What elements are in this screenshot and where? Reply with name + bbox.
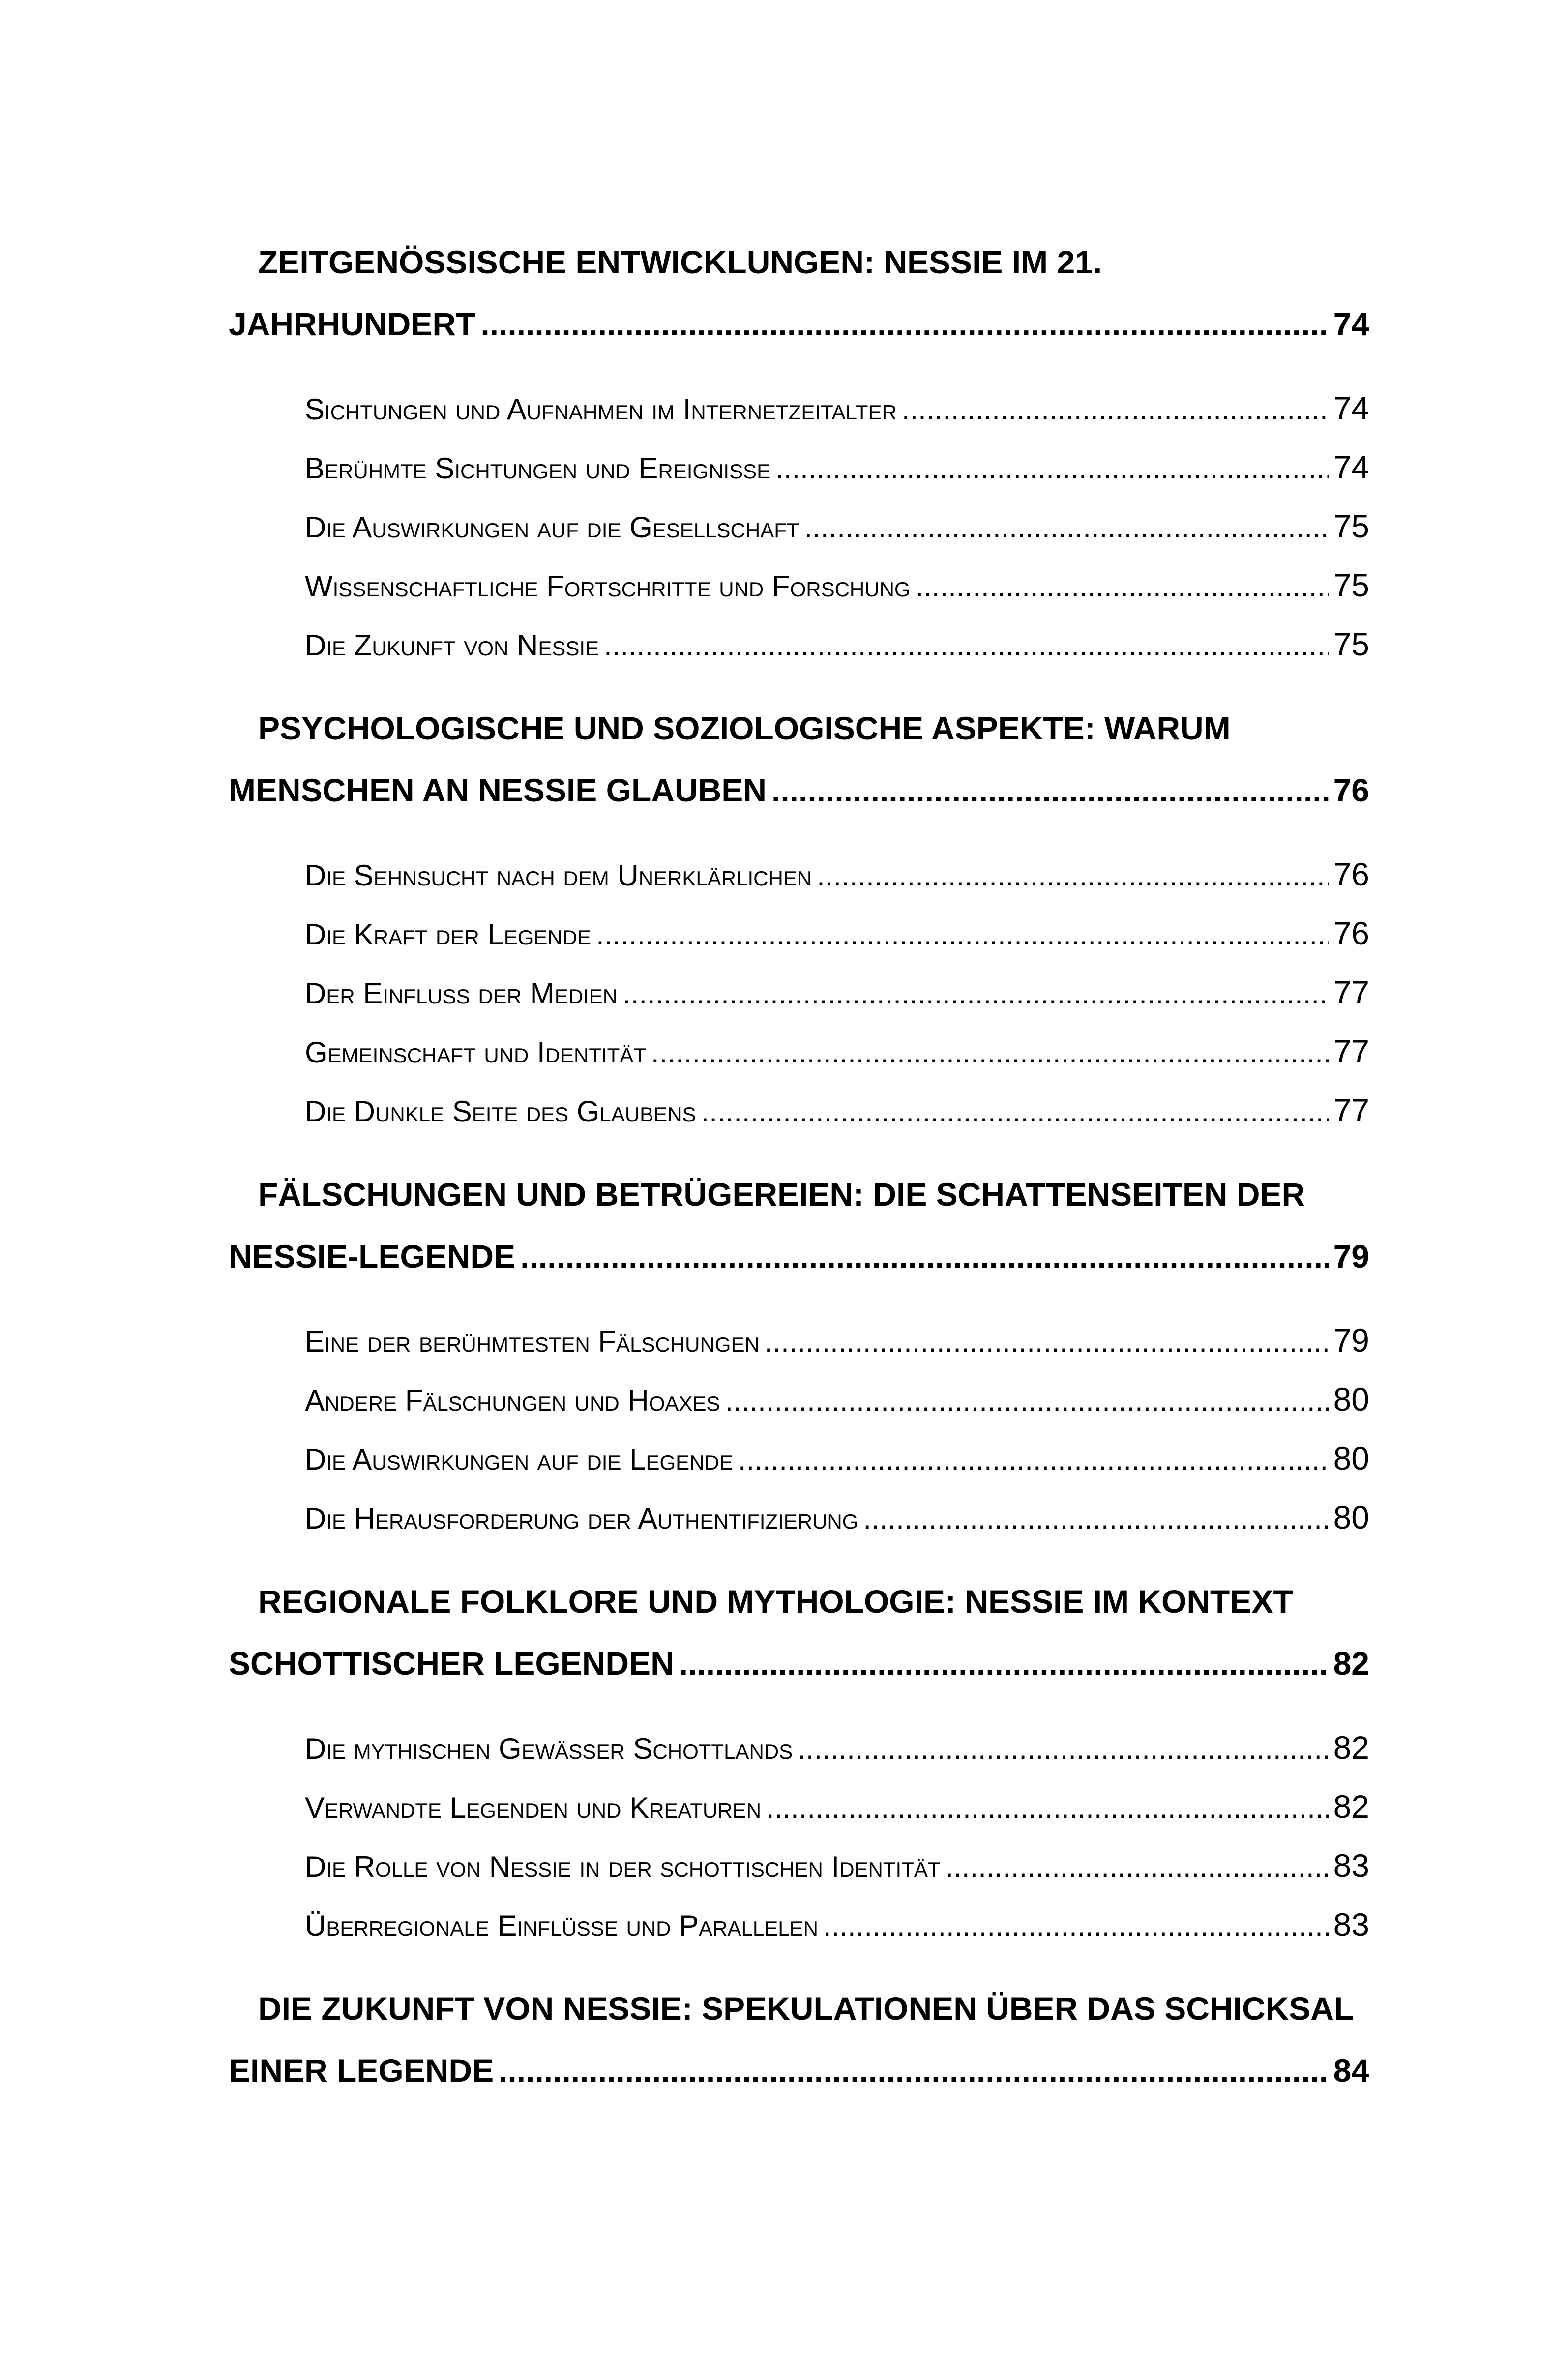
section-title: Die Zukunft von Nessie (305, 629, 599, 662)
toc-chapter[interactable] (229, 1977, 1369, 2101)
toc-chapter[interactable] (229, 1570, 1369, 1694)
section-title: Die Kraft der Legende (305, 918, 592, 951)
dot-leader (679, 1632, 1329, 1694)
dot-leader (946, 1837, 1329, 1896)
section-title: Sichtungen und Aufnahmen im Internetzeitalter (305, 393, 897, 426)
toc-section[interactable] (229, 1488, 1369, 1547)
toc-section[interactable] (229, 1836, 1369, 1895)
chapter-title-line1: DIE ZUKUNFT VON NESSIE: SPEKULATIONEN ÜBER DAS SCHICKSAL (258, 1990, 1354, 2027)
chapter-page-number: 84 (1333, 2052, 1369, 2089)
dot-leader (916, 557, 1329, 616)
section-title: Der Einfluss der Medien (305, 977, 618, 1010)
toc-section[interactable] (229, 1022, 1369, 1081)
section-page-number: 80 (1333, 1440, 1369, 1476)
dot-leader (823, 1896, 1329, 1955)
toc-chapter[interactable] (229, 697, 1369, 821)
section-page-number: 74 (1333, 449, 1369, 485)
toc-section[interactable] (229, 963, 1369, 1022)
section-title: Eine der berühmtesten Fälschungen (305, 1325, 760, 1358)
section-page-number: 83 (1333, 1847, 1369, 1884)
section-title: Andere Fälschungen und Hoaxes (305, 1384, 720, 1417)
toc-chapter[interactable] (229, 1163, 1369, 1287)
dot-leader (765, 1312, 1329, 1371)
chapter-title-line1: ZEITGENÖSSISCHE ENTWICKLUNGEN: NESSIE IM 21. (258, 244, 1102, 280)
section-title: Berühmte Sichtungen und Ereignisse (305, 452, 771, 485)
toc-section[interactable] (229, 438, 1369, 497)
toc-section[interactable] (229, 1718, 1369, 1777)
toc-section[interactable] (229, 1370, 1369, 1429)
chapter-title-line1: REGIONALE FOLKLORE UND MYTHOLOGIE: NESSIE IM KONTEXT (258, 1583, 1293, 1620)
toc-section[interactable] (229, 497, 1369, 556)
dot-leader (622, 964, 1328, 1023)
section-page-number: 76 (1333, 915, 1369, 951)
toc-section[interactable] (229, 556, 1369, 615)
toc-section[interactable] (229, 1777, 1369, 1836)
dot-leader (738, 1430, 1329, 1489)
section-page-number: 75 (1333, 626, 1369, 662)
section-list (229, 1718, 1369, 1954)
chapter-title-line1: PSYCHOLOGISCHE UND SOZIOLOGISCHE ASPEKTE: WARUM (258, 710, 1231, 746)
chapter-page-number: 82 (1333, 1645, 1369, 1682)
section-title: Verwandte Legenden und Kreaturen (305, 1791, 762, 1824)
section-title: Die Auswirkungen auf die Gesellschaft (305, 511, 799, 544)
chapter-title-row (229, 1632, 1369, 1694)
chapter-title-row (229, 759, 1369, 821)
dot-leader (775, 439, 1328, 498)
dot-leader (798, 1719, 1328, 1778)
toc-section[interactable] (229, 1429, 1369, 1488)
toc-chapter[interactable] (229, 231, 1369, 355)
section-page-number: 82 (1333, 1788, 1369, 1825)
chapter-title-line2: JAHRHUNDERT (229, 306, 476, 342)
section-title: Gemeinschaft und Identität (305, 1036, 647, 1069)
section-title: Die mythischen Gewässer Schottlands (305, 1732, 793, 1765)
chapter-title-row (229, 293, 1369, 355)
toc-section[interactable] (229, 845, 1369, 904)
section-title: Die Dunkle Seite des Glaubens (305, 1095, 696, 1128)
section-title: Die Rolle von Nessie in der schottischen Identität (305, 1850, 941, 1883)
section-title: Die Auswirkungen auf die Legende (305, 1443, 733, 1476)
chapter-page-number: 79 (1333, 1238, 1369, 1274)
toc-section[interactable] (229, 1311, 1369, 1370)
section-title: Überregionale Einflüsse und Parallelen (305, 1909, 818, 1942)
dot-leader (596, 905, 1328, 964)
section-list (229, 379, 1369, 674)
dot-leader (604, 616, 1329, 675)
dot-leader (902, 380, 1329, 439)
dot-leader (701, 1082, 1329, 1141)
chapter-title-line2: SCHOTTISCHER LEGENDEN (229, 1645, 674, 1682)
section-list (229, 1311, 1369, 1547)
dot-leader (520, 1225, 1328, 1287)
toc-section[interactable] (229, 615, 1369, 674)
dot-leader (817, 846, 1328, 905)
dot-leader (725, 1371, 1328, 1430)
section-list (229, 845, 1369, 1140)
section-page-number: 75 (1333, 508, 1369, 544)
dot-leader (771, 759, 1329, 821)
chapter-title-line1: FÄLSCHUNGEN UND BETRÜGEREIEN: DIE SCHATTENSEITEN DER (258, 1176, 1305, 1212)
chapter-page-number: 76 (1333, 772, 1369, 808)
toc-section[interactable] (229, 379, 1369, 438)
section-page-number: 79 (1333, 1322, 1369, 1358)
chapter-title-row (229, 2039, 1369, 2101)
section-title: Die Sehnsucht nach dem Unerklärlichen (305, 859, 812, 892)
toc-section[interactable] (229, 1081, 1369, 1140)
section-page-number: 82 (1333, 1729, 1369, 1766)
section-page-number: 76 (1333, 856, 1369, 892)
section-page-number: 74 (1333, 390, 1369, 426)
toc-section[interactable] (229, 904, 1369, 963)
section-page-number: 75 (1333, 567, 1369, 603)
chapter-title-line2: MENSCHEN AN NESSIE GLAUBEN (229, 772, 767, 808)
dot-leader (863, 1489, 1328, 1548)
dot-leader (766, 1778, 1329, 1837)
dot-leader (804, 498, 1329, 557)
toc-section[interactable] (229, 1895, 1369, 1954)
chapter-page-number: 74 (1333, 306, 1369, 342)
table-of-contents (229, 231, 1369, 2125)
section-page-number: 77 (1333, 1033, 1369, 1069)
chapter-title-line2: EINER LEGENDE (229, 2052, 494, 2089)
dot-leader (651, 1023, 1329, 1082)
dot-leader (499, 2039, 1328, 2101)
section-page-number: 80 (1333, 1381, 1369, 1417)
chapter-title-row (229, 1225, 1369, 1287)
dot-leader (480, 293, 1328, 355)
section-page-number: 77 (1333, 974, 1369, 1010)
section-title: Die Herausforderung der Authentifizierung (305, 1502, 858, 1535)
section-page-number: 77 (1333, 1092, 1369, 1128)
section-page-number: 80 (1333, 1499, 1369, 1535)
chapter-title-line2: NESSIE-LEGENDE (229, 1238, 516, 1274)
section-title: Wissenschaftliche Fortschritte und Forschung (305, 570, 911, 603)
section-page-number: 83 (1333, 1906, 1369, 1943)
